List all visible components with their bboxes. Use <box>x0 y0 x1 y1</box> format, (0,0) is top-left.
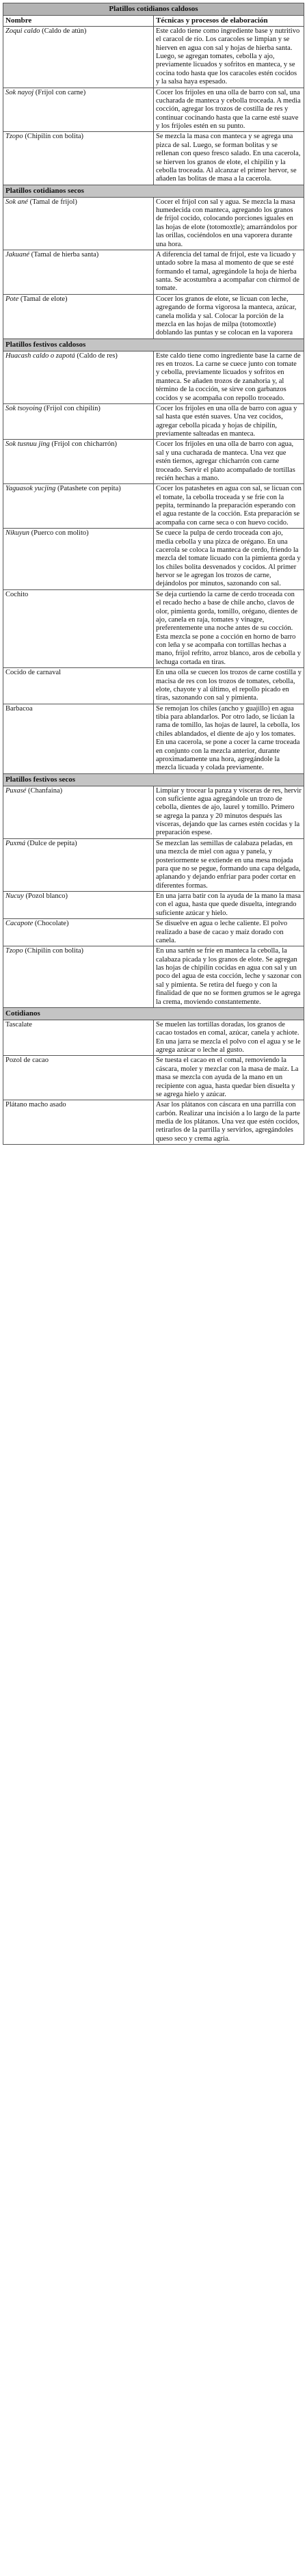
dish-spanish-name: (Dulce de pepita) <box>25 839 77 847</box>
dish-spanish-name: Cocido de carnaval <box>5 669 62 677</box>
dish-row <box>3 351 304 403</box>
dish-spanish-name: (Chipilín con bolita) <box>23 133 84 141</box>
dish-description: En una olla se cuecen los trozos de carne costilla y macisa de res con los trozos de tomates, cebolla, elote, chayote y al último, el repollo picado en tiras, sazonando con sal y pimienta. <box>154 668 304 704</box>
dish-description: Se remojan los chiles (ancho y guajillo) en agua tibia para ablandarlos. Por otro lado, se licúan la rama de tomillo, las hojas de laurel, la cebolla, los chiles ablandados, el diente de ajo y los tomates. En una cacerola, se pone a cocer la carne troceada en conjunto con la mezcla anterior, durante aproximadamente una hora, agregándole la mezcla licuada y colada previamente. <box>154 704 304 773</box>
dish-description: Se cuece la pulpa de cerdo troceada con ajo, media cebolla y una pizca de orégano. En una cacerola se coloca la manteca de cerdo, friendo la mezcla del tomate licuado con la pimienta gorda y los chiles bolita desvenados y cocidos. Al primer hervor se le agregan los trozos de carne, dejándolos por minutos, sazonando con sal. <box>154 529 304 590</box>
dish-native-name: Tzopo <box>5 133 23 141</box>
dish-name-cell <box>3 1020 154 1056</box>
dish-row <box>3 668 304 704</box>
dish-name-cell <box>3 250 154 294</box>
dish-name-cell <box>3 668 154 704</box>
dish-spanish-name: (Caldo de atún) <box>40 27 87 35</box>
section-title: Platillos cotidianos secos <box>3 185 304 197</box>
dish-name-cell <box>3 529 154 590</box>
dish-description: Se disuelve en agua o leche caliente. El polvo realizado a base de cacao y maíz dorado con canela. <box>154 919 304 946</box>
dish-row <box>3 919 304 946</box>
dish-spanish-name: (Frijol con chicharrón) <box>49 440 118 449</box>
dish-name-cell <box>3 838 154 891</box>
dish-name-cell <box>3 440 154 484</box>
dish-description: Cocer los frijoles en una olla de barro con agua y sal hasta que estén suaves. Una vez cocidos, agregar cebolla picada y hojas de chipilín, previamente salteadas en manteca. <box>154 403 304 440</box>
dish-native-name: Puxmá <box>5 839 26 847</box>
section-header-row <box>3 773 304 786</box>
column-header-desc: Técnicas y procesos de elaboración <box>154 15 304 26</box>
section-title: Cotidianos <box>3 1007 304 1020</box>
dish-description: Se tuesta el cacao en el comal, removiendo la cáscara, moler y mezclar con la masa de maíz. La masa se mezcla con ayuda de la mano en un recipiente con agua, hasta quedar bien disuelta y se agrega hielo y azúcar. <box>154 1056 304 1100</box>
dish-spanish-name: (Patashete con pepita) <box>55 485 121 493</box>
dish-native-name: Nucuy <box>5 892 24 901</box>
section-header-row <box>3 185 304 197</box>
table-title: Platillos cotidianos caldosos <box>3 3 304 16</box>
dish-row <box>3 704 304 773</box>
dish-description: Se mezclan las semillas de calabaza peladas, en una mezcla de miel con agua y panela, y posteriormente se extiende en una mesa mojada para que no se pegue, formando una capa delgada, aplanando y dejando enfriar para poder cortar en diferentes formas. <box>154 838 304 891</box>
dish-row <box>3 197 304 250</box>
dish-row <box>3 838 304 891</box>
dish-spanish-name: Barbacoa <box>5 704 33 713</box>
column-header-row <box>3 15 304 26</box>
dish-spanish-name: Tascalate <box>5 1020 32 1028</box>
dish-native-name: Sok tsoyoing <box>5 404 42 412</box>
dish-native-name: Tzopo <box>5 947 23 955</box>
dish-spanish-name: (Chanfaina) <box>26 786 63 795</box>
dish-row <box>3 946 304 1008</box>
section-title: Platillos festivos secos <box>3 773 304 786</box>
dish-native-name: Jakuané <box>5 250 29 258</box>
document <box>3 3 304 1145</box>
dish-name-cell <box>3 1100 154 1145</box>
table-body <box>3 3 304 1145</box>
dish-description: Asar los plátanos con cáscara en una parrilla con carbón. Realizar una incisión a lo largo de la parte media de los plátanos. Una vez que estén cocidos, retirarlos de la parrilla y servirlos, agregándoles queso seco y crema agria. <box>154 1100 304 1145</box>
dish-description: Este caldo tiene como ingrediente base la carne de res en trozos. La carne se cuece junto con tomate y cebolla, previamente licuados y sofritos en manteca. Se añaden trozos de zanahoria y, al término de la cocción, se sirve con garbanzos cocidos y se acompaña con repollo troceado. <box>154 351 304 403</box>
dish-spanish-name: (Caldo de res) <box>75 351 118 360</box>
dish-row <box>3 26 304 88</box>
dish-row <box>3 403 304 440</box>
dish-description: Cocer los frijoles en una olla de barro con agua, sal y una cucharada de manteca. Una vez que estén tiernos, agregar chicharrón con carne troceado. Servir el plato acompañado de tortillas recién hechas a mano. <box>154 440 304 484</box>
dish-name-cell <box>3 1056 154 1100</box>
dish-native-name: Puxasé <box>5 786 27 795</box>
dish-spanish-name: (Chipilín con bolita) <box>23 947 84 955</box>
dish-native-name: Zoqui caldo <box>5 27 40 35</box>
dish-spanish-name: (Tamal de elote) <box>18 295 68 303</box>
dish-description: Cocer los granos de elote, se licuan con leche, agregando de forma vigorosa la manteca, azúcar, canela molida y sal. Colocar la porción de la mezcla en las hojas de milpa (totomoxtle) doblando las puntas y se colocan en la vaporera <box>154 294 304 338</box>
dish-spanish-name: (Frijol con carne) <box>34 88 86 96</box>
dish-name-cell <box>3 26 154 88</box>
dish-name-cell <box>3 786 154 838</box>
table-title-row <box>3 3 304 16</box>
dish-description: Se muelen las tortillas doradas, los granos de cacao tostados en comal, azúcar, canela y achiote. En una jarra se mezcla el polvo con el agua y se le agrega azúcar o leche al gusto. <box>154 1020 304 1056</box>
section-title: Platillos festivos caldosos <box>3 338 304 351</box>
dish-native-name: Nikuyun <box>5 529 29 537</box>
dish-name-cell <box>3 351 154 403</box>
dish-spanish-name: Plátano macho asado <box>5 1101 66 1109</box>
dish-name-cell <box>3 403 154 440</box>
dish-native-name: Sok nayoj <box>5 88 34 96</box>
dish-native-name: Huacash caldo o zapotá <box>5 351 75 360</box>
dish-spanish-name: (Chocolate) <box>33 920 69 928</box>
dish-name-cell <box>3 88 154 132</box>
dish-row <box>3 529 304 590</box>
dish-native-name: Cacapote <box>5 920 34 928</box>
dish-native-name: Sok ané <box>5 198 28 206</box>
dish-description: Cocer el frijol con sal y agua. Se mezcla la masa humedecida con manteca, agregando los granos de frijol cocido, colocando porciones iguales en las hojas de elote (totomoxtle); amarrándolos por las orillas, cociéndolos en una vaporera durante una hora. <box>154 197 304 250</box>
dish-name-cell <box>3 294 154 338</box>
dish-native-name: Yaguasok yucjing <box>5 485 56 493</box>
dish-spanish-name: (Pozol blanco) <box>23 892 68 901</box>
dish-spanish-name: (Puerco con molito) <box>29 529 89 537</box>
dish-row <box>3 294 304 338</box>
dish-description: En una sartén se fríe en manteca la cebolla, la calabaza picada y los granos de elote. Se agregan las hojas de chipilín cocidas en agua con sal y un poco del agua de esta cocción, leche y sazonar con sal y pimienta. Se retira del fuego y con la finalidad de que no se formen grumos se le agrega la crema, moviendo constantemente. <box>154 946 304 1008</box>
dish-description: A diferencia del tamal de frijol, este va licuado y untado sobre la masa al momento de que se esté formando el tamal, agregándole la hoja de hierba santa. Se acostumbra a acompañar con chirmol de tomate. <box>154 250 304 294</box>
dish-spanish-name: Cochito <box>5 590 29 598</box>
dish-description: Limpiar y trocear la panza y vísceras de res, hervir con suficiente agua agregándole un trozo de cebolla, dientes de ajo, laurel y tomillo. Primero se agrega la panza y 20 minutos después las vísceras, dejando que las carnes estén cocidas y la preparación espese. <box>154 786 304 838</box>
dish-row <box>3 892 304 919</box>
dish-row <box>3 1020 304 1056</box>
section-header-row <box>3 1007 304 1020</box>
dish-spanish-name: (Tamal de hierba santa) <box>29 250 99 258</box>
dishes-table <box>3 3 304 1145</box>
dish-name-cell <box>3 946 154 1008</box>
dish-description: Se deja curtiendo la carne de cerdo troceada con el recado hecho a base de chile ancho, clavos de olor, pimienta gorda, tomillo, orégano, dientes de ajo, canela en raja, tomates y vinagre, preferentemente una noche antes de su cocción. Esta mezcla se pone a cocción en horno de barro con leña y se acompaña con tortillas hechas a mano, frijol refrito, arroz blanco, aros de cebolla y lechuga cortada en tiras. <box>154 589 304 667</box>
dish-name-cell <box>3 704 154 773</box>
section-header-row <box>3 338 304 351</box>
dish-description: Cocer los frijoles en una olla de barro con sal, una cucharada de manteca y cebolla troceada. A media cocción, agregar los trozos de costilla de res y continuar cocinando hasta que la carne esté suave y los frijoles estén en su punto. <box>154 88 304 132</box>
dish-row <box>3 440 304 484</box>
dish-name-cell <box>3 589 154 667</box>
dish-name-cell <box>3 197 154 250</box>
dish-row <box>3 250 304 294</box>
dish-spanish-name: (Tamal de frijol) <box>27 198 77 206</box>
column-header-name: Nombre <box>3 15 154 26</box>
dish-name-cell <box>3 132 154 185</box>
dish-row <box>3 1100 304 1145</box>
dish-row <box>3 589 304 667</box>
dish-row <box>3 88 304 132</box>
dish-native-name: Sok tusnuu jing <box>5 440 50 449</box>
dish-description: Se mezcla la masa con manteca y se agrega una pizca de sal. Luego, se forman bolitas y se rellenan con queso fresco salado. En una cacerola, se hierven los granos de elote, el chipilín y la cebolla troceada. Al alcanzar el primer hervor, se añaden las bolitas de masa a la cacerola. <box>154 132 304 185</box>
dish-description: En una jarra batir con la ayuda de la mano la masa con el agua, hasta que quede disuelta, integrando suficiente azúcar y hielo. <box>154 892 304 919</box>
dish-name-cell <box>3 892 154 919</box>
dish-name-cell <box>3 484 154 529</box>
dish-row <box>3 484 304 529</box>
dish-spanish-name: Pozol de cacao <box>5 1057 49 1065</box>
dish-row <box>3 1056 304 1100</box>
dish-name-cell <box>3 919 154 946</box>
dish-row <box>3 786 304 838</box>
dish-spanish-name: (Frijol con chipilín) <box>42 404 101 412</box>
dish-description: Cocer los patashetes en agua con sal, se licuan con el tomate, la cebolla troceada y se fríe con la pepita, terminando la preparación esperando con el agua restante de la cocción. Esta preparación se acompaña con carne seca o con huevo cocido. <box>154 484 304 529</box>
dish-row <box>3 132 304 185</box>
dish-description: Este caldo tiene como ingrediente base y nutritivo el caracol de río. Los caracoles se limpian y se hierven en agua con sal y hojas de hierba santa. Luego, se agregan tomates, cebolla y ajo, previamente licuados y sofritos en manteca, y se cocina todo hasta que los caracoles estén cocidos y la salsa haya espesado. <box>154 26 304 88</box>
dish-native-name: Pote <box>5 295 19 303</box>
